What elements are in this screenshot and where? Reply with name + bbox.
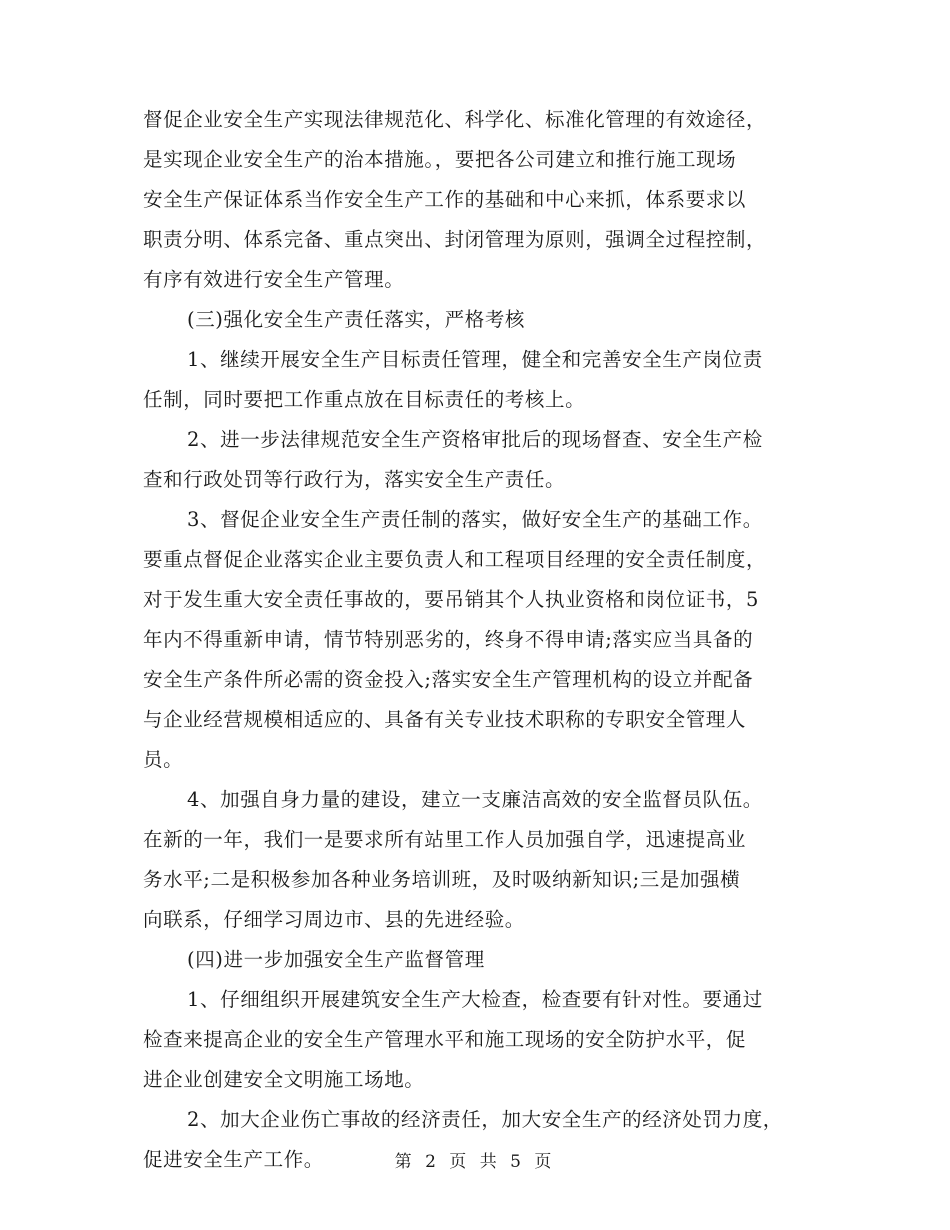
section-heading: (四)进一步加强安全生产监督管理 [187,948,485,971]
text-line: 2、进一步法律规范安全生产资格审批后的现场督查、安全生产检 [187,428,763,451]
text-line: 督促企业安全生产实现法律规范化、科学化、标准化管理的有效途径， [143,108,767,131]
text-line: 安全生产保证体系当作安全生产工作的基础和中心来抓，体系要求以 [143,188,747,211]
section-heading: (三)强化安全生产责任落实，严格考核 [187,308,526,331]
text-line: 要重点督促企业落实企业主要负责人和工程项目经理的安全责任制度， [143,548,767,571]
text-line: 促进安全生产工作。 [143,1148,324,1171]
text-line: 与企业经营规模相适应的、具备有关专业技术职称的专职安全管理人 [143,708,747,731]
text-line: 安全生产条件所必需的资金投入;落实安全生产管理机构的设立并配备 [143,668,754,691]
text-line: 务水平;二是积极参加各种业务培训班，及时吸纳新知识;三是加强横 [143,868,741,891]
text-line: 任制，同时要把工作重点放在目标责任的考核上。 [143,388,586,411]
text-line: 进企业创建安全文明施工场地。 [143,1068,425,1091]
text-line: 检查来提高企业的安全生产管理水平和施工现场的安全防护水平，促 [143,1028,747,1051]
text-line: 员。 [143,748,184,771]
text-line: 向联系，仔细学习周边市、县的先进经验。 [143,908,525,931]
text-line: 4、加强自身力量的建设，建立一支廉洁高效的安全监督员队伍。 [187,788,763,811]
text-line: 在新的一年，我们一是要求所有站里工作人员加强自学，迅速提高业 [143,828,747,851]
text-line: 2、加大企业伤亡事故的经济责任，加大安全生产的经济处罚力度， [187,1108,783,1131]
text-line: 1、仔细组织开展建筑安全生产大检查，检查要有针对性。要通过 [187,988,763,1011]
text-line: 查和行政处罚等行政行为，落实安全生产责任。 [143,468,566,491]
text-line: 1、继续开展安全生产目标责任管理，健全和完善安全生产岗位责 [187,348,763,371]
text-line: 3、督促企业安全生产责任制的落实，做好安全生产的基础工作。 [187,508,763,531]
text-line: 有序有效进行安全生产管理。 [143,268,405,291]
page-number: 第 2 页 共 5 页 [394,1152,556,1172]
text-line: 是实现企业安全生产的治本措施。，要把各公司建立和推行施工现场 [143,148,737,171]
text-line: 对于发生重大安全责任事故的，要吊销其个人执业资格和岗位证书，5 [143,588,760,611]
text-line: 年内不得重新申请，情节特别恶劣的，终身不得申请;落实应当具备的 [143,628,754,651]
document-body [143,100,823,1180]
text-line: 职责分明、体系完备、重点突出、封闭管理为原则，强调全过程控制， [143,228,767,251]
